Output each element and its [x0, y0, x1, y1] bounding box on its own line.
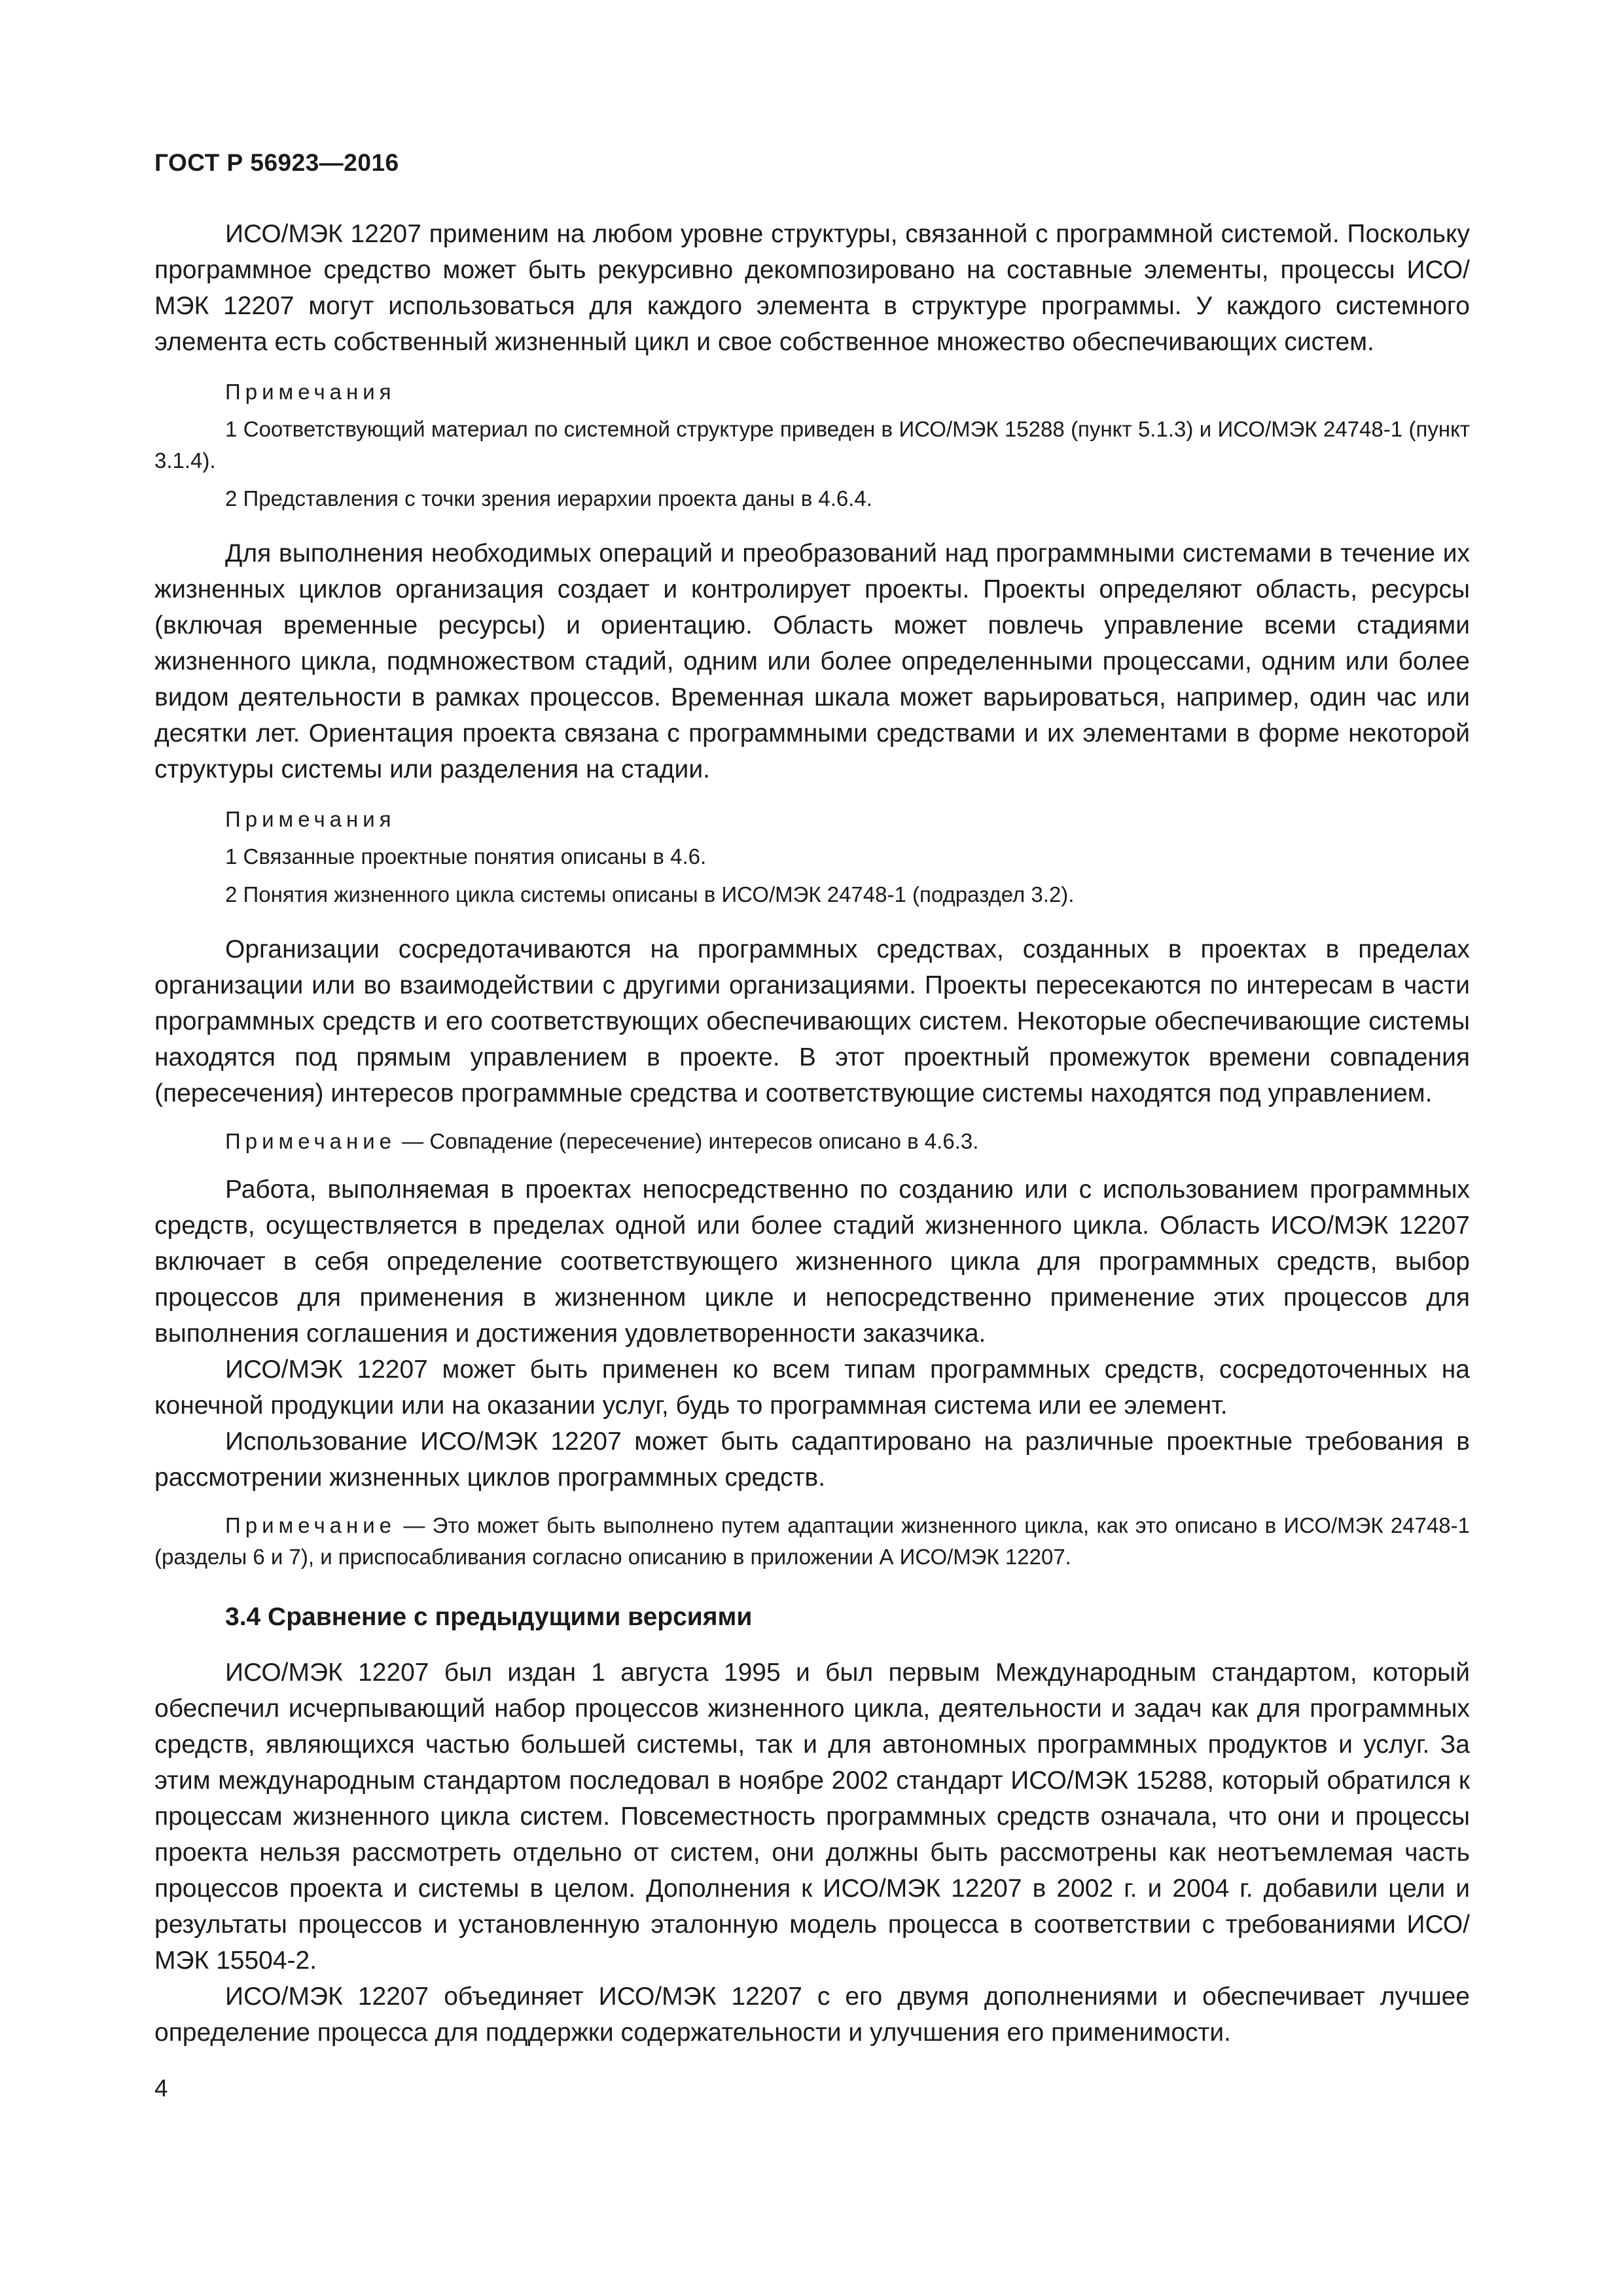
note-item: 1 Соответствующий материал по системной структуре приведен в ИСО/МЭК 15288 (пункт 5.1.3) и ИСО/МЭК 24748-1 (пункт 3.1.4).: [154, 417, 1470, 473]
note-label: Примечание: [225, 1129, 397, 1153]
note-inline: [154, 1510, 1470, 1573]
paragraph-applicability: ИСО/МЭК 12207 применим на любом уровне структуры, связанной с программной системой. Поскольку программное средство может быть рекурсивно декомпозировано на составные элементы, процессы ИСО/МЭК 12207 могут использоваться для каждого элемента в структуре программы. У каждого системного элемента есть собственный жизненный цикл и свое собственное множество обеспечивающих систем.: [154, 220, 1470, 356]
note-text: — Это может быть выполнено путем адаптации жизненного цикла, как это описано в ИСО/МЭК 24748-1 (разделы 6 и 7), и приспосабливания согласно описанию в приложении А ИСО/МЭК 12207.: [154, 1513, 1470, 1569]
paragraph-merge: ИСО/МЭК 12207 объединяет ИСО/МЭК 12207 с его двумя дополнениями и обеспечивает лучшее определение процесса для поддержки содержательности и улучшения его применимости.: [154, 1982, 1470, 2047]
note-label: Примечание: [225, 1513, 397, 1537]
note-inline: [154, 1126, 1470, 1157]
note-item: 2 Представления с точки зрения иерархии проекта даны в 4.6.4.: [225, 486, 872, 511]
document-body: [154, 216, 1470, 2051]
note-item: 1 Связанные проектные понятия описаны в 4.6.: [225, 844, 707, 869]
paragraph-work: Работа, выполняемая в проектах непосредственно по созданию или с использованием программных средств, осуществляется в пределах одной или более стадий жизненного цикла. Область ИСО/МЭК 12207 включает в себя определение соответствующего жизненного цикла для программных средств, выбор процессов для применения в жизненном цикле и непосредственно применение этих процессов для выполнения соглашения и достижения удовлетворенности заказчика.: [154, 1175, 1470, 1348]
paragraph-tailoring: Использование ИСО/МЭК 12207 может быть садаптировано на различные проектные требования в рассмотрении жизненных циклов программных средств.: [154, 1427, 1470, 1492]
page-number: 4: [154, 2075, 168, 2102]
section-heading: 3.4 Сравнение с предыдущими версиями: [225, 1603, 753, 1631]
paragraph-organizations: Организации сосредотачиваются на программных средствах, созданных в проектах в пределах организации или во взаимодействии с другими организациями. Проекты пересекаются по интересам в части программных средств и его соответствующих обеспечивающих систем. Некоторые обеспечивающие системы находятся под прямым управлением в проекте. В этот проектный промежуток времени совпадения (пересечения) интересов программные средства и соответствующие системы находятся под управлением.: [154, 935, 1470, 1107]
document-code-header: ГОСТ Р 56923—2016: [154, 149, 399, 176]
paragraph-projects: Для выполнения необходимых операций и преобразований над программными системами в течение их жизненных циклов организация создает и контролирует проекты. Проекты определяют область, ресурсы (включая временные ресурсы) и ориентацию. Область может повлечь управление всеми стадиями жизненного цикла, подмножеством стадий, одним или более определенными процессами, одним или более видом деятельности в рамках процессов. Временная шкала может варьироваться, например, один час или десятки лет. Ориентация проекта связана с программными средствами и их элементами в форме некоторой структуры системы или разделения на стадии.: [154, 539, 1470, 783]
notes-heading: Примечания: [225, 807, 396, 831]
paragraph-software-types: ИСО/МЭК 12207 может быть применен ко всем типам программных средств, сосредоточенных на конечной продукции или на оказании услуг, будь то программная система или ее элемент.: [154, 1355, 1470, 1420]
paragraph-history: ИСО/МЭК 12207 был издан 1 августа 1995 и был первым Международным стандартом, который обеспечил исчерпывающий набор процессов жизненного цикла, деятельности и задач как для программных средств, являющихся частью большей системы, так и для автономных программных продуктов и услуг. За этим международным стандартом последовал в ноябре 2002 стандарт ИСО/МЭК 15288, который обратился к процессам жизненного цикла систем. Повсеместность программных средств означала, что они и процессы проекта нельзя рассмотреть отдельно от систем, они должны быть рассмотрены как неотъемлемая часть процессов проекта и системы в целом. Дополнения к ИСО/МЭК 12207 в 2002 г. и 2004 г. добавили цели и результаты процессов и установленную эталонную модель процесса в соответствии с требованиями ИСО/МЭК 15504-2.: [154, 1659, 1470, 1975]
notes-heading: Примечания: [225, 380, 396, 404]
note-item: 2 Понятия жизненного цикла системы описаны в ИСО/МЭК 24748-1 (подраздел 3.2).: [225, 882, 1075, 906]
note-text: — Совпадение (пересечение) интересов описано в 4.6.3.: [396, 1129, 979, 1153]
